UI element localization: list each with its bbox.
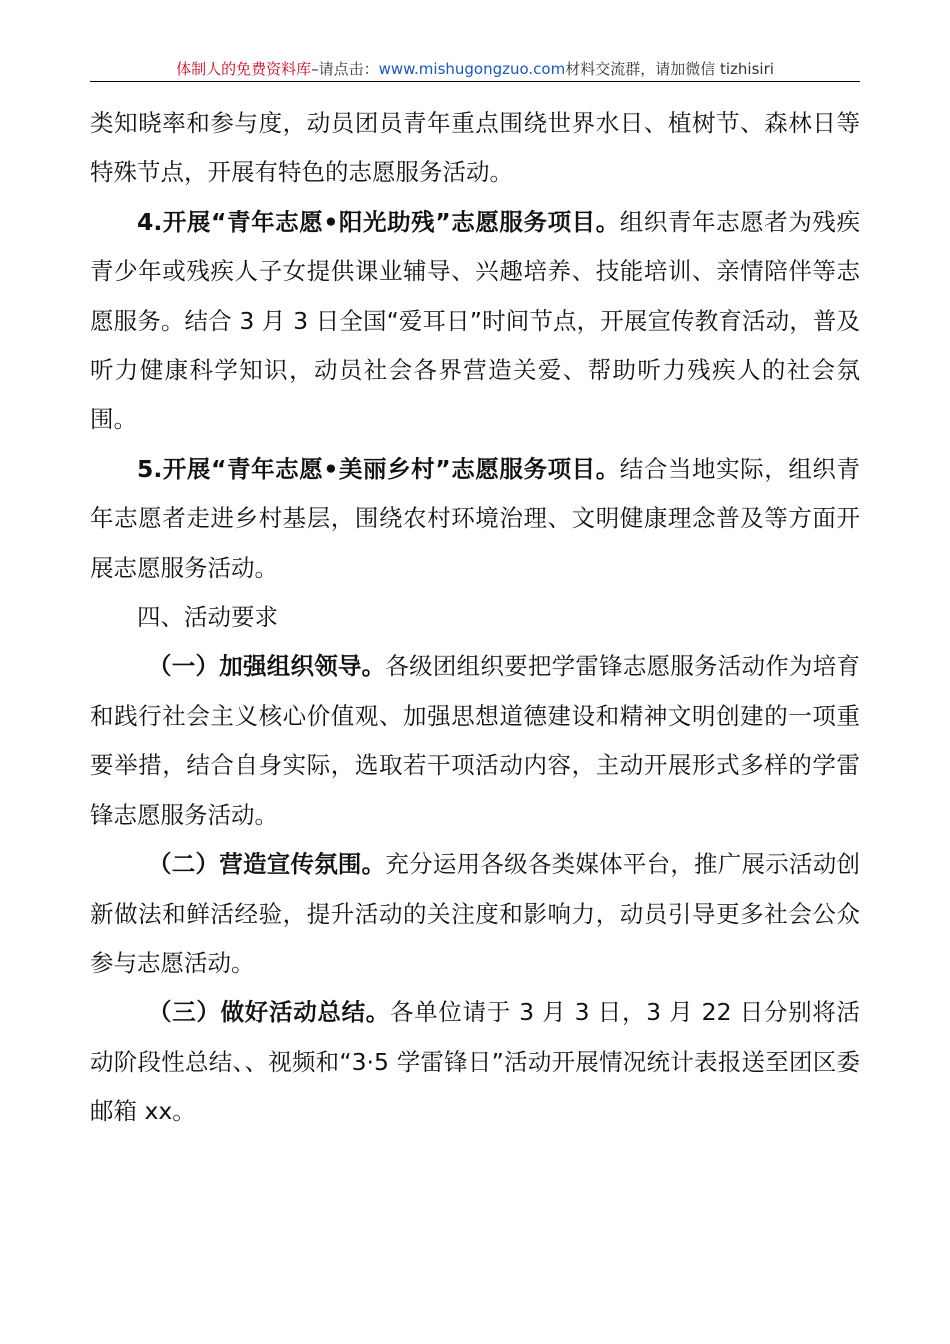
paragraph-requirement-3: （三）做好活动总结。各单位请于 3 月 3 日，3 月 22 日分别将活动阶段性总结、、视频和“3·5 学雷锋日”活动开展情况统计表报送至团区委邮箱 xx。 — [90, 998, 860, 1126]
paragraph-lead: 4.开展“青年志愿•阳光助残”志愿服务项目。 — [137, 207, 620, 236]
header-url-link[interactable]: www.mishugongzuo.com — [378, 60, 566, 78]
paragraph-item-5: 5.开展“青年志愿•美丽乡村”志愿服务项目。结合当地实际，组织青年志愿者走进乡村基层，围绕农村环境治理、文明健康理念普及等方面开展志愿服务活动。 — [90, 454, 860, 582]
paragraph-lead: （二）营造宣传氛围。 — [148, 850, 386, 879]
section-heading-requirements: 四、活动要求 — [137, 603, 278, 632]
header-separator: –请点击： — [311, 60, 379, 78]
paragraph-lead: （三）做好活动总结。 — [148, 998, 390, 1027]
paragraph-continuation: 类知晓率和参与度，动员团员青年重点围绕世界水日、植树节、森林日等特殊节点，开展有特色的志愿服务活动。 — [90, 109, 860, 187]
document-body — [90, 99, 860, 1137]
header-site-name: 体制人的免费资料库 — [176, 60, 312, 78]
paragraph-lead: 5.开展“青年志愿•美丽乡村”志愿服务项目。 — [137, 454, 620, 483]
header-tail: 材料交流群，请加微信 tizhisiri — [565, 60, 774, 78]
paragraph-requirement-2: （二）营造宣传氛围。充分运用各级各类媒体平台，推广展示活动创新做法和鲜活经验，提升活动的关注度和影响力，动员引导更多社会公众参与志愿活动。 — [90, 850, 861, 977]
page-header — [90, 58, 860, 80]
header-divider — [90, 81, 860, 82]
paragraph-item-4: 4.开展“青年志愿•阳光助残”志愿服务项目。组织青年志愿者为残疾青少年或残疾人子女提供课业辅导、兴趣培养、技能培训、亲情陪伴等志愿服务。结合 3 月 3 日全国“爱耳日”时间节点，开展宣传教育活动，普及听力健康科学知识，动员社会各界营造关爱、帮助听力残疾人的社会氛围。 — [90, 207, 860, 434]
paragraph-lead: （一）加强组织领导。 — [148, 652, 386, 681]
paragraph-requirement-1: （一）加强组织领导。各级团组织要把学雷锋志愿服务活动作为培育和践行社会主义核心价值观、加强思想道德建设和精神文明创建的一项重要举措，结合自身实际，选取若干项活动内容，主动开展形式多样的学雷锋志愿服务活动。 — [90, 652, 861, 829]
